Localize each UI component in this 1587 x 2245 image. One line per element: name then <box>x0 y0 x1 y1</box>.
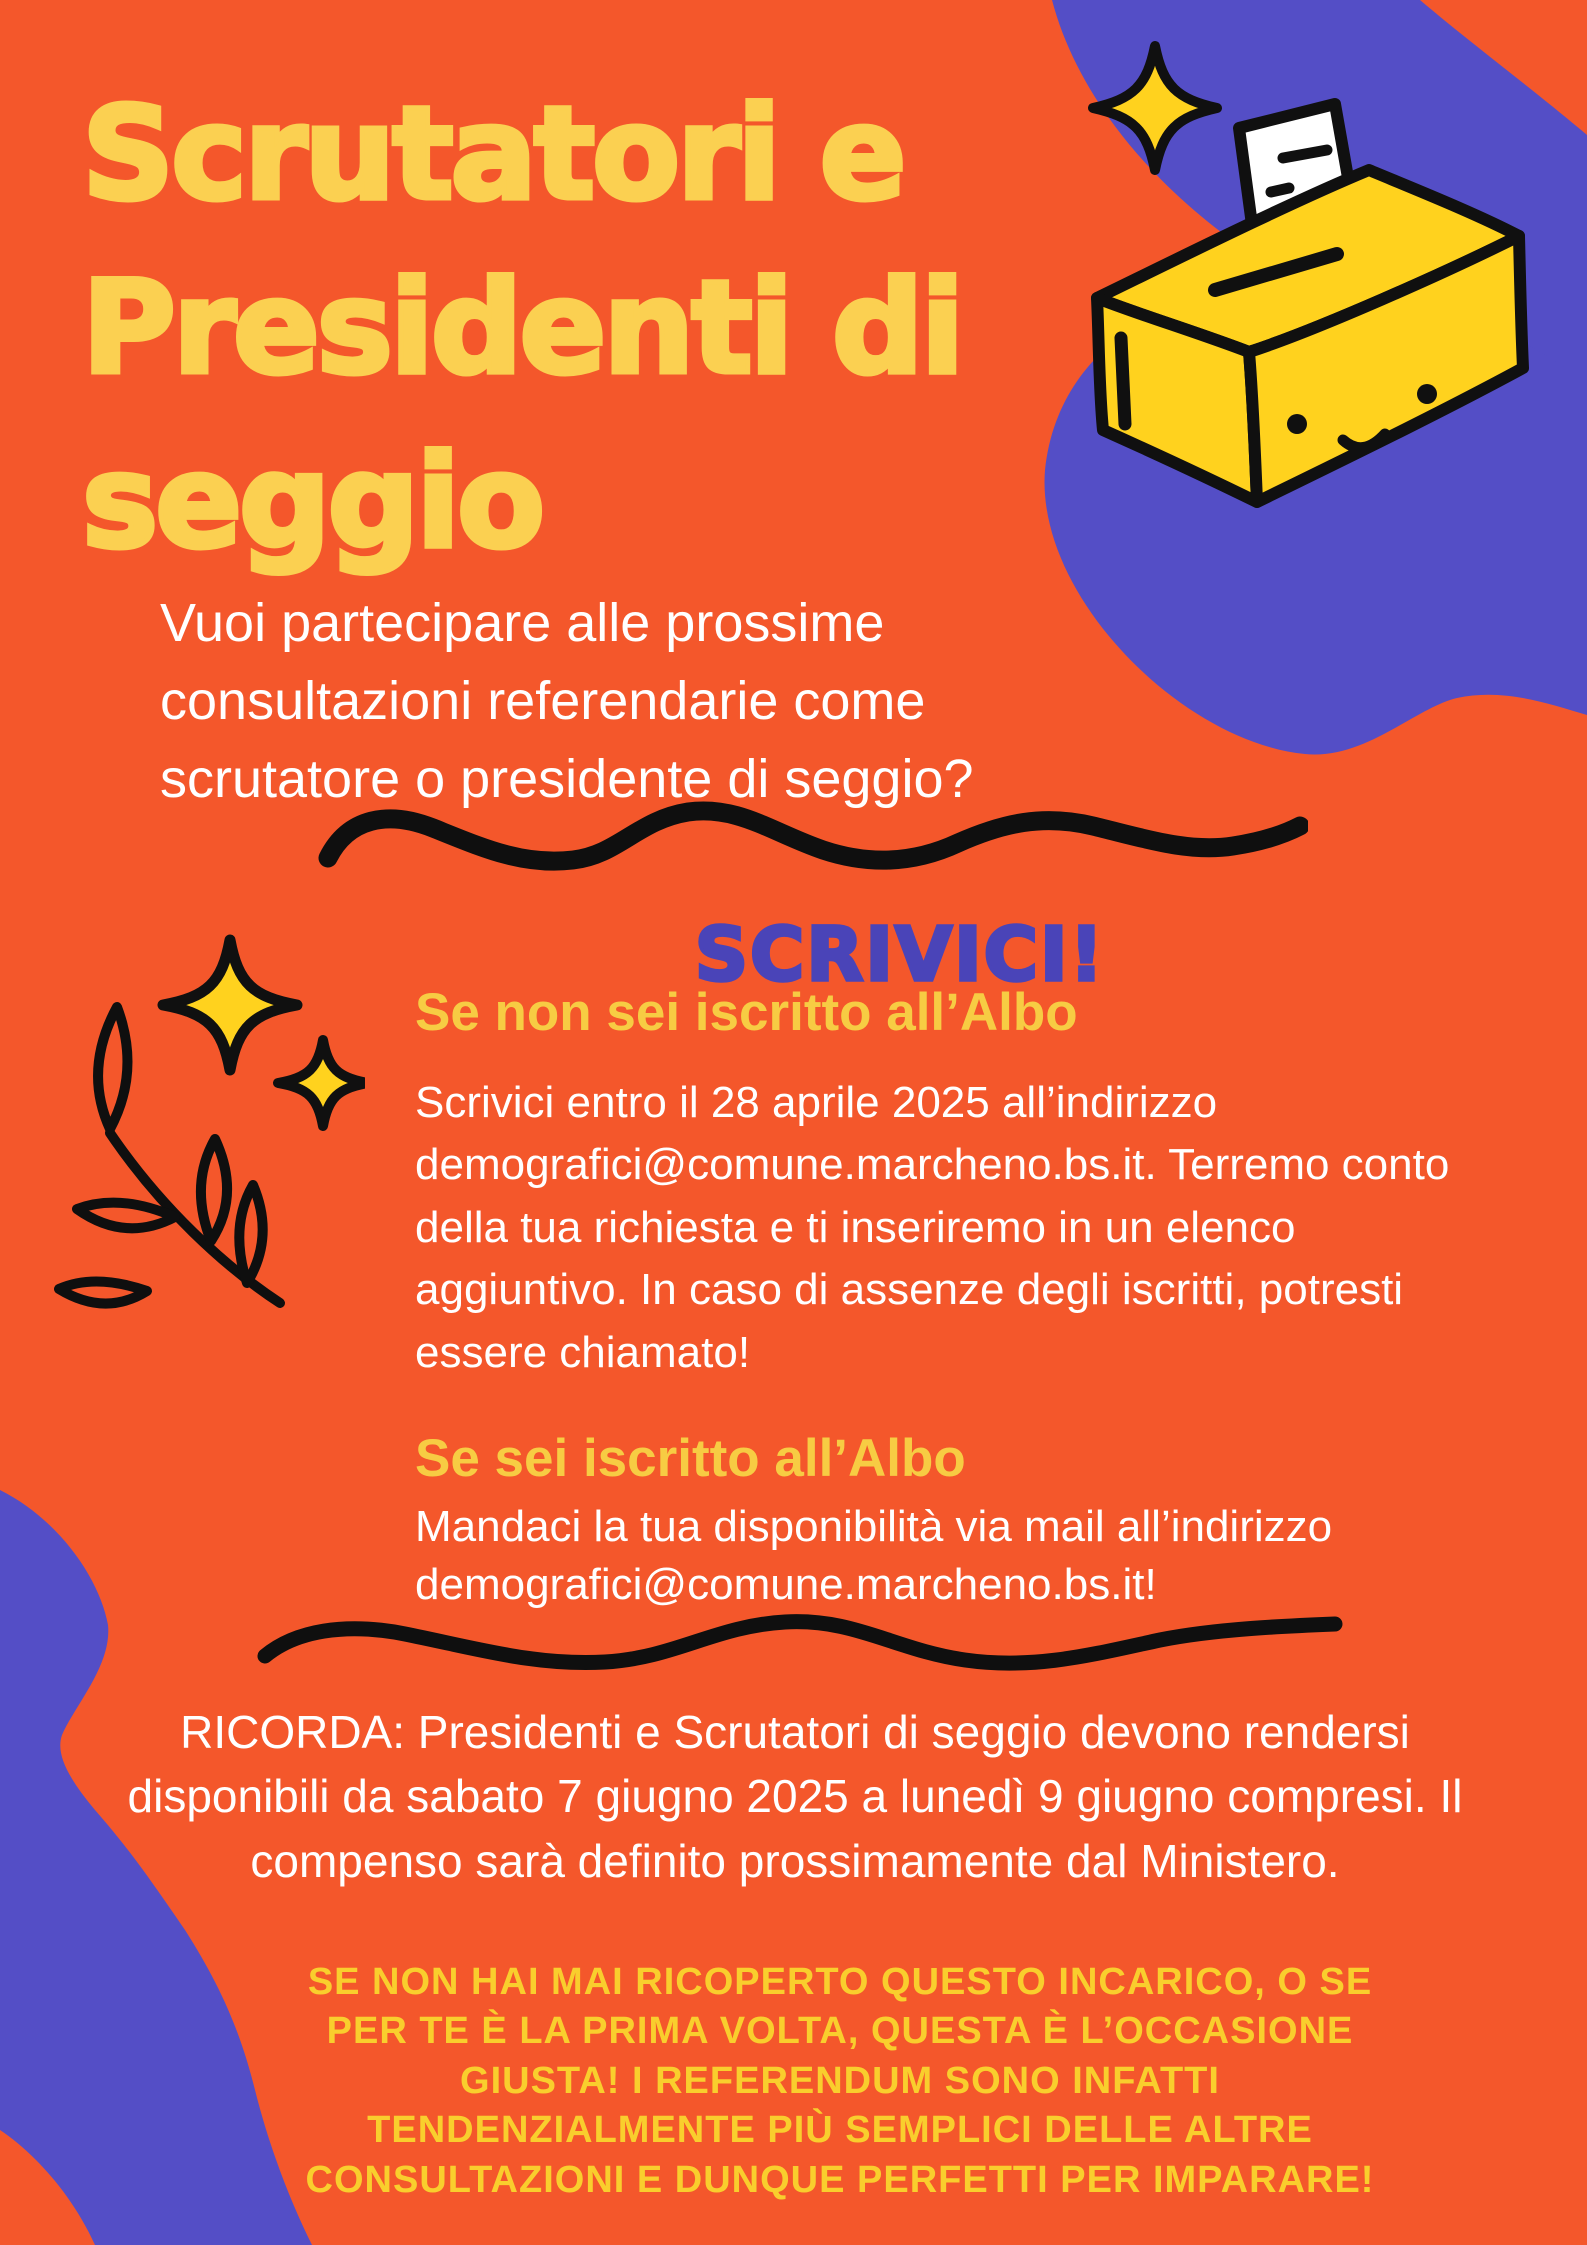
section-heading-not-registered: Se non sei iscritto all’Albo <box>415 983 1078 1042</box>
sparkle-icon <box>163 940 297 1070</box>
cta-scrivici: SCRIVICI! <box>694 912 1106 998</box>
reminder-paragraph: RICORDA: Presidenti e Scrutatori di seggio devono rendersi disponibili da sabato 7 giugno 2025 a lunedì 9 giugno compresi. Il compenso sarà definito prossimamente dal Ministero. <box>127 1706 1463 1887</box>
wave-divider-bottom <box>255 1606 1345 1681</box>
section-body-not-registered: Scrivici entro il 28 aprile 2025 all’indirizzo demografici@comune.marcheno.bs.it. Terremo conto della tua richiesta e ti inseriremo in un elenco aggiuntivo. In caso di assenze degli iscritti, potresti essere chiamato! <box>415 1078 1450 1377</box>
page-title-line3: seggio <box>82 428 543 578</box>
branch-icon <box>59 1007 280 1304</box>
page-title-line1: Scrutatori e <box>82 80 904 229</box>
section-body-registered: Mandaci la tua disponibilità via mail all’indirizzo demografici@comune.marcheno.bs.it! <box>415 1502 1333 1610</box>
left-decoration <box>25 895 365 1325</box>
intro-question: Vuoi partecipare alle prossime consultazioni referendarie come scrutatore o presidente di seggio? <box>160 593 974 809</box>
page-title <box>82 68 1332 590</box>
page-title-line2: Presidenti di <box>82 254 962 404</box>
section-heading-registered: Se sei iscritto all’Albo <box>415 1429 966 1488</box>
sparkle-icon-small <box>278 1040 365 1126</box>
footer-note: SE NON HAI MAI RICOPERTO QUESTO INCARICO, O SE PER TE È LA PRIMA VOLTA, QUESTA È L’OCCASIONE GIUSTA! I REFERENDUM SONO INFATTI TENDENZIALMENTE PIÙ SEMPLICI DELLE ALTRE CONSULTAZIONI E DUNQUE PERFETTI PER IMPARARE! <box>305 1961 1375 2201</box>
